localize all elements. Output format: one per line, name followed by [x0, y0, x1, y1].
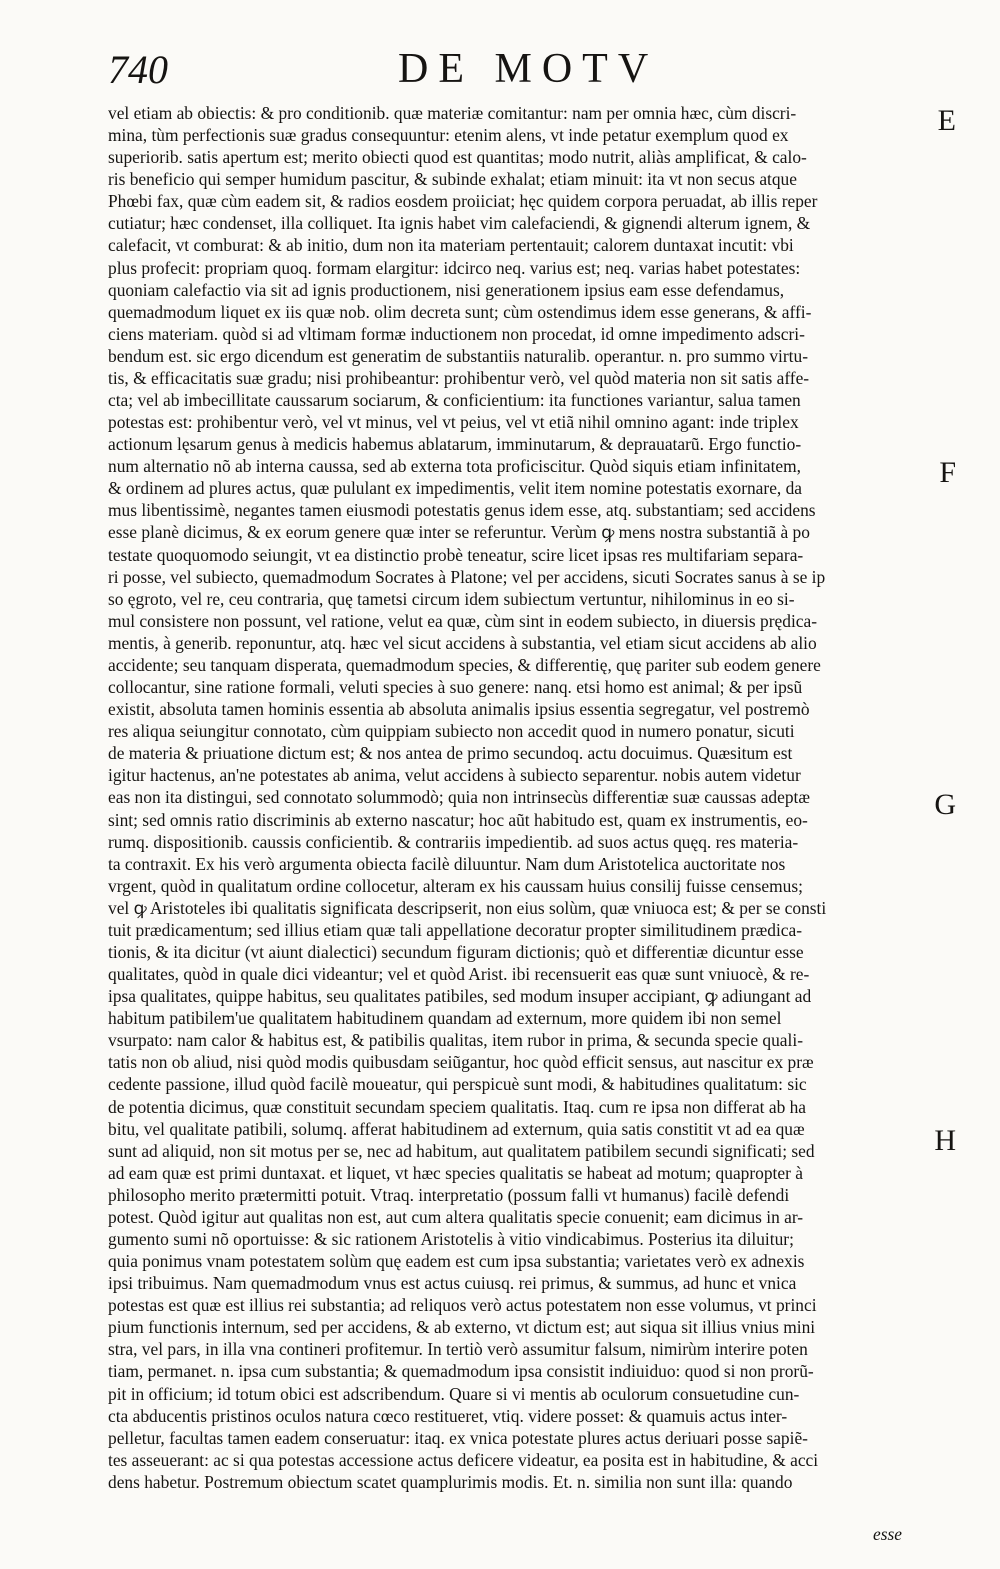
text-line: sint; sed omnis ratio discriminis ab externo nascatur; hoc aũt habitudo est, quam ex instrumentis, eo- [108, 809, 808, 830]
text-line: pelletur, facultas tamen eadem conseruatur: itaq. ex vnica potestate plures actus deriuari posse sapiẽ- [108, 1427, 808, 1448]
text-line: ciens materiam. quòd si ad vltimam formæ inductionem non procedat, id omne impedimento adscri- [108, 323, 805, 344]
text-line: vel etiam ab obiectis: & pro conditionib. quæ materiæ comitantur: nam per omnia hæc, cùm discri- [108, 103, 797, 123]
text-line: stra, vel pars, in illa vna contineri profitemur. In tertiò verò assumitur falsum, nimirùm interire poten [108, 1339, 808, 1360]
text-line: actionum lęsarum genus à medicis habemus ablatarum, imminutarum, & deprauatarũ. Ergo functio- [108, 434, 802, 455]
text-line: cta; vel ab imbecillitate caussarum sociarum, & conficientium: ita functiones variantur, salua tamen [108, 390, 801, 411]
text-line: esse planè dicimus, & ex eorum genere quæ inter se referuntur. Verùm ꝙ mens nostra substantiã à po [108, 522, 810, 543]
text-line: collocantur, sine ratione formali, veluti species à suo genere: nanq. etsi homo est animal; & per ipsũ [108, 677, 803, 698]
text-line: Phœbi fax, quæ cùm eadem sit, & radios eosdem proiiciat; hęc quidem corpora peruadat, ab illis reper [108, 191, 818, 212]
text-line: num alternatio nõ ab interna caussa, sed ab externa tota proficiscitur. Quòd siquis etiam infinitatem, [108, 456, 802, 477]
text-line: mus libentissimè, negantes tamen eiusmodi potestatis genus idem esse, atq. substantiam; sed accidens [108, 500, 816, 521]
margin-letter-f: F [939, 456, 956, 489]
body-text [108, 102, 930, 1493]
text-line: ad eam quæ est primi duntaxat. et liquet, vt hæc species qualitatis se habeat ad motum; quapropter à [108, 1162, 803, 1183]
text-line: sunt ad aliquid, non sit motus per se, nec ad habitum, aut qualitatem patibilem secundi significati; sed [108, 1140, 815, 1161]
text-line: philosopho merito prætermitti potuit. Vtraq. interpretatio (possum falli vt humanus) facilè defendi [108, 1184, 790, 1205]
text-line: tionis, & ita dicitur (vt aiunt dialectici) secundum figuram dictionis; quò et differentiæ dicuntur esse [108, 941, 804, 962]
text-line: potestas est quæ est illius rei substantia; ad reliquos verò actus potestatem non esse volumus, vt princi [108, 1295, 817, 1316]
text-line: dens habetur. Postremum obiectum scatet quamplurimis modis. Et. n. similia non sunt illa: quando [108, 1471, 793, 1492]
page-header [108, 48, 908, 104]
text-line: tuit prædicamentum; sed illius etiam quæ tali appellatione decoratur propter similitudinem prædica- [108, 919, 803, 940]
text-line: so ęgroto, vel re, ceu contraria, quę tametsi circum idem subiectum vertuntur, nihilominus in eo si- [108, 588, 795, 609]
text-line: existit, absoluta tamen hominis essentia ab absoluta animalis ipsius essentia segregatur, vel postremò [108, 699, 810, 720]
text-line: superiorib. satis apertum est; merito obiecti quod est quantitas; modo nutrit, aliàs amplificat, & calo- [108, 147, 807, 168]
text-line: ri posse, vel subiecto, quemadmodum Socrates à Platone; vel per accidens, sicuti Socrates sanus à se ip [108, 566, 826, 587]
text-line: accidente; seu tanquam disperata, quemadmodum species, & differentię, quę pariter sub eodem genere [108, 654, 821, 675]
text-line: gumento sumi nõ oportuisse: & sic rationem Aristotelis à vitio vindicabimus. Posterius ita diluitur; [108, 1228, 794, 1249]
text-line: testate quoquomodo seiungit, vt ea distinctio probè teneatur, scire licet ipsas res multifariam separa- [108, 544, 804, 565]
text-line: cutiatur; hæc condenset, illa colliquet. Ita ignis habet vim calefaciendi, & gignendi alterum ignem, & [108, 213, 811, 234]
text-line: cta abducentis pristinos oculos natura cœco restitueret, vtiq. videre posset: & quamuis actus inter- [108, 1405, 788, 1426]
text-line: quoniam calefactio via sit ad ignis productionem, nisi generationem ipsius eam esse defendamus, [108, 279, 785, 300]
text-line: quemadmodum liquet ex iis quæ nob. olim decreta sunt; cùm ostendimus idem esse generans, & affi- [108, 301, 812, 322]
catchword: esse [873, 1524, 902, 1544]
text-line: pium functionis internum, sed per accidens, & ab externo, vt dictum est; aut siqua sit illius vnius mini [108, 1317, 816, 1338]
text-line: igitur hactenus, an'ne potestates ab anima, velut accidens à subiecto separentur. nobis autem videtur [108, 765, 801, 786]
text-line: cedente passione, illud quòd facilè moueatur, qui perspicuè sunt modi, & habitudines qualitatum: sic [108, 1074, 807, 1095]
text-line: tes asseuerant: ac si qua potestas accessione actus deficere videatur, ea posita est in habitudine, & acci [108, 1449, 819, 1470]
text-line: qualitates, quòd in quale dici videantur; vel et quòd Arist. ibi recensuerit eas quæ sunt vniuocè, & re- [108, 964, 810, 985]
text-line: de materia & priuatione dictum est; & nos antea de primo secundoq. actu docuimus. Quæsitum est [108, 743, 793, 764]
text-line: habitum patibilem'ue qualitatem habitudinem quandam ad externum, more quidem ibi non semel [108, 1008, 782, 1029]
text-line: vrgent, quòd in qualitatum ordine collocetur, alteram ex his caussam huius consilij fuisse censemus; [108, 875, 803, 896]
text-line: mina, tùm perfectionis suæ gradus consequuntur: etenim alens, vt inde petatur exemplum quod ex [108, 125, 789, 146]
text-line: ipsi tribuimus. Nam quemadmodum vnus est actus cuiusq. rei primus, & summus, ad hunc et vnica [108, 1273, 797, 1294]
text-line: potestas est: prohibentur verò, vel vt minus, vel vt peius, vel vt etiã nihil omnino agant: inde triplex [108, 412, 799, 433]
text-line: ris beneficio qui semper humidum pascitur, & subinde exhalat; etiam minuit: ita vt non secus atque [108, 169, 797, 190]
text-line: vsurpato: nam calor & habitus est, & patibilis qualitas, item rubor in prima, & secunda specie quali- [108, 1030, 803, 1051]
text-line: tis, & efficacitatis suæ gradu; nisi prohibeantur: prohibentur verò, vel quòd materia non sit satis affe- [108, 367, 810, 388]
text-line: bendum est. sic ergo dicendum est generatim de substantiis naturalib. operantur. n. pro summo virtu- [108, 345, 808, 366]
text-line: de potentia dicimus, quæ constituit secundam speciem qualitatis. Itaq. cum re ipsa non differat ab ha [108, 1096, 807, 1117]
margin-letter-e: E [937, 104, 956, 137]
text-line: ta contraxit. Ex his verò argumenta obiecta facilè diluuntur. Nam dum Aristotelica auctoritate nos [108, 853, 786, 874]
text-line: res aliqua seiungitur connotato, cùm quippiam subiecto non accedit quod in numero ponatur, sicuti [108, 721, 795, 742]
text-line: rumq. dispositionib. caussis conficientib. & contrariis impedientib. ad suos actus quęq. res materia- [108, 831, 799, 852]
text-line: ipsa qualitates, quippe habitus, seu qualitates patibiles, sed modum insuper accipiant, ꝙ adiungant ad [108, 986, 812, 1007]
text-line: vel ꝙ Aristoteles ibi qualitatis significata descripserit, non eius solùm, quæ vniuoca est; & per se consti [108, 897, 827, 918]
running-title: DE MOTV [398, 46, 659, 92]
page-number: 740 [108, 47, 168, 92]
text-line: mul consistere non possunt, vel ratione, velut ea quæ, cùm sint in eodem subiecto, in diuersis prędica- [108, 610, 817, 631]
text-line: calefacit, vt comburat: & ab initio, dum non ita materiam pertentauit; calorem duntaxat incutit: vbi [108, 235, 794, 256]
text-line: tiam, permanet. n. ipsa cum substantia; & quemadmodum ipsa consistit indiuiduo: quod si non prorũ- [108, 1361, 814, 1382]
text-line: potest. Quòd igitur aut qualitas non est, aut cum altera qualitatis specie conuenit; eam dicimus in ar- [108, 1206, 804, 1227]
text-line: bitu, vel qualitate patibili, solumq. afferat habitudinem ad externum, quia satis constitit vt ad ea quæ [108, 1118, 805, 1139]
text-line: pit in officium; id totum obici est adscribendum. Quare si vi mentis ab oculorum consuetudine cun- [108, 1383, 800, 1404]
margin-letter-g: G [934, 788, 956, 821]
text-line: mentis, à generib. reponuntur, atq. hæc vel sicut accidens à substantia, vel etiam sicut accidens ab alio [108, 632, 817, 653]
text-line: eas non ita distingui, sed connotato solummodò; quia non intrinsecùs differentiæ suæ caussas adeptæ [108, 787, 810, 808]
text-line: quia ponimus vnam potestatem solùm quę eadem est cum ipsa substantia; varietates verò ex adnexis [108, 1251, 805, 1272]
margin-letter-h: H [934, 1124, 956, 1157]
text-line: & ordinem ad plures actus, quæ pululant ex impedimentis, velit item nomine potestatis exornare, da [108, 478, 803, 499]
text-line: tatis non ob aliud, nisi quòd modis quibusdam seiũgantur, hoc quòd efficit sensus, aut nascitur ex præ [108, 1052, 814, 1073]
text-line: plus profecit: propriam quoq. formam elargitur: idcirco neq. varius est; neq. varias habet potestates: [108, 257, 801, 278]
